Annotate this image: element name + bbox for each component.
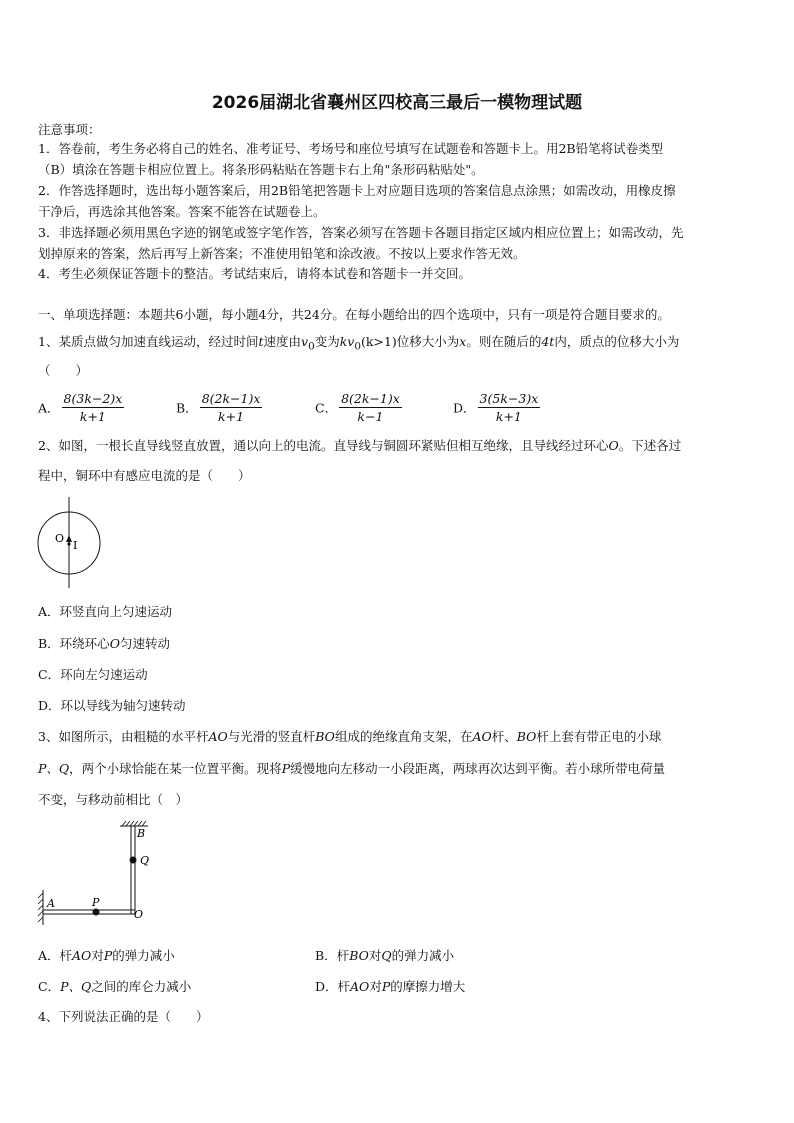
q1-option-d[interactable]: D． $\frac{3(5k-3)x}{k+1}$	[453, 391, 539, 424]
exam-title: 2026届湖北省襄州区四校高三最后一模物理试题	[211, 93, 583, 113]
q3-stem-line-3: 不变，与移动前相比（ ）	[38, 792, 189, 807]
q1-answer-paren: （ ）	[38, 363, 89, 378]
bracket-figure	[36, 820, 156, 930]
current-arrow-icon	[66, 535, 72, 542]
q3-option-c[interactable]: C．P、Q之间的库仑力减小	[38, 979, 192, 994]
q3-option-a[interactable]: A．杆AO对P的弹力减小	[38, 948, 175, 963]
horizontal-rod-ao	[43, 910, 135, 914]
label-p: P	[92, 896, 100, 909]
vertical-rod-bo	[131, 826, 135, 914]
label-q: Q	[140, 854, 150, 867]
label-b: B	[137, 827, 146, 840]
q2-option-b[interactable]: B．环绕环心O匀速转动	[38, 636, 170, 651]
q3-option-b[interactable]: B．杆BO对Q的弹力减小	[315, 948, 455, 963]
notice-line-6: 划掉原来的答案，然后再写上新答案；不准使用铅笔和涂改液。不按以上要求作答无效。	[38, 246, 526, 261]
notice-line-4: 干净后，再选涂其他答案。答案不能答在试题卷上。	[38, 204, 326, 219]
ceiling-hatch	[122, 821, 146, 826]
notice-line-1: 1．答卷前，考生务必将自己的姓名、准考证号、考场号和座位号填写在试题卷和答题卡上。用2B铅笔将试卷类型	[38, 141, 664, 156]
section-heading: 一、单项选择题：本题共6小题，每小题4分，共24分。在每小题给出的四个选项中，只有一项是符合题目要求的。	[38, 307, 670, 322]
ring-and-wire-figure	[34, 495, 104, 590]
q4-stem: 4、下列说法正确的是（ ）	[38, 1009, 209, 1024]
q2-option-d[interactable]: D．环以导线为轴匀速转动	[38, 698, 186, 713]
notice-line-3: 2．作答选择题时，选出每小题答案后，用2B铅笔把答题卡上对应题目选项的答案信息点涂黑；如需改动，用橡皮擦	[38, 183, 676, 198]
notice-heading: 注意事项：	[38, 122, 101, 137]
ring-center-dot	[67, 542, 70, 545]
current-label: I	[73, 539, 78, 552]
label-o: O	[134, 908, 144, 921]
q3-stem-line-2: P、Q，两个小球恰能在某一位置平衡。现将P缓慢地向左移动一小段距离，两球再次达到平衡。若小球所带电荷量	[38, 761, 666, 776]
notice-line-5: 3．非选择题必须用黑色字迹的钢笔或签字笔作答，答案必须写在答题卡各题目指定区域内相应位置上；如需改动，先	[38, 225, 684, 240]
notice-line-7: 4．考生必须保证答题卡的整洁。考试结束后，请将本试卷和答题卡一并交回。	[38, 266, 471, 281]
q2-stem-line-1: 2、如图，一根长直导线竖直放置，通以向上的电流。直导线与铜圆环紧贴但相互绝缘，且导线经过环心O。下述各过	[38, 438, 682, 453]
q2-option-a[interactable]: A．环竖直向上匀速运动	[38, 604, 173, 619]
notice-line-2: （B）填涂在答题卡相应位置上。将条形码粘贴在答题卡右上角"条形码粘贴处"。	[38, 162, 484, 177]
q1-stem: 1、某质点做匀加速直线运动，经过时间t速度由$v_0$变为$kv_0(k>1)$位移大小为x。则在随后的4t内，质点的位移大小为	[38, 334, 680, 353]
ball-q	[130, 857, 137, 864]
q1-option-c[interactable]: C． $\frac{8(2k-1)x}{k-1}$	[315, 391, 400, 424]
q1-option-a[interactable]: A． $\frac{8(3k-2)x}{k+1}$	[38, 391, 123, 424]
ball-p	[93, 909, 100, 916]
q2-stem-line-2: 程中，铜环中有感应电流的是（ ）	[38, 468, 251, 483]
q2-option-c[interactable]: C．环向左匀速运动	[38, 667, 148, 682]
q3-stem-line-1: 3、如图所示，由粗糙的水平杆AO与光滑的竖直杆BO组成的绝缘直角支架，在AO杆、BO杆上套有带正电的小球	[38, 729, 662, 744]
label-a: A	[47, 897, 55, 910]
wall-hatch	[38, 893, 43, 922]
ring-center-label: O	[55, 532, 65, 545]
q1-option-b[interactable]: B． $\frac{8(2k-1)x}{k+1}$	[176, 391, 261, 424]
q3-option-d[interactable]: D．杆AO对P的摩擦力增大	[315, 979, 466, 994]
